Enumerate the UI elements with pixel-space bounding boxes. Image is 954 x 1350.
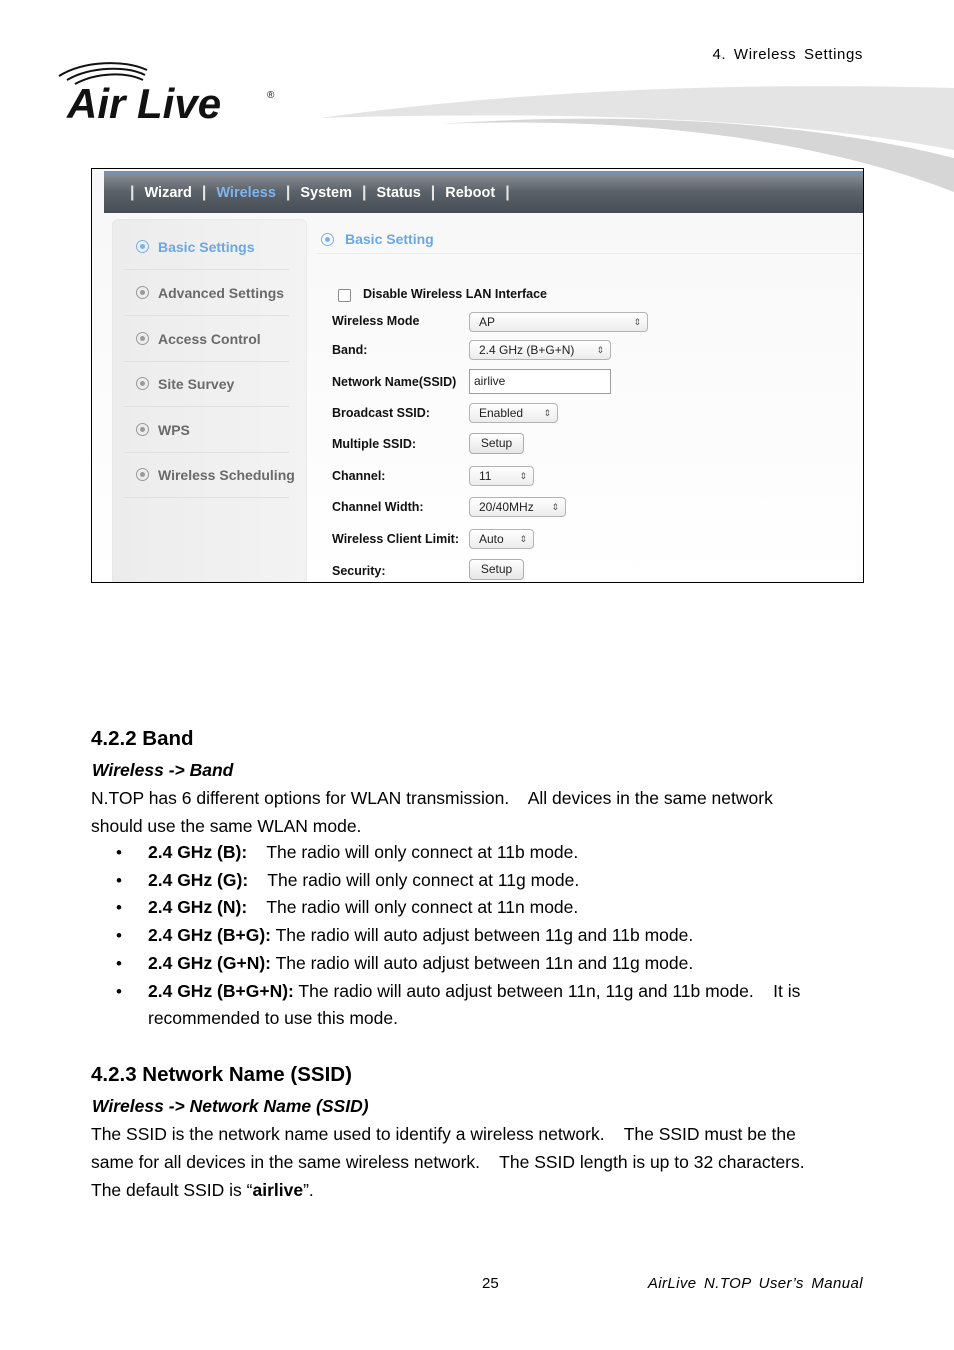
- bullet-icon: •: [116, 981, 122, 1001]
- sidebar-item-site-survey[interactable]: [124, 361, 289, 407]
- svg-text:Air Live: Air Live: [67, 80, 222, 124]
- nav-separator: |: [430, 184, 436, 201]
- radio-bullet-icon: [136, 240, 149, 253]
- client-limit-select[interactable]: [469, 529, 534, 549]
- sidebar-item-basic-settings[interactable]: [124, 224, 289, 270]
- ssid-default-prefix: The default SSID is “: [91, 1180, 253, 1200]
- select-value: 11: [479, 469, 492, 483]
- ssid-description-line: The SSID is the network name used to identify a wireless network. The SSID must be the: [91, 1124, 796, 1144]
- nav-separator: |: [201, 184, 207, 201]
- channel-label: Channel:: [332, 469, 386, 483]
- option-term: 2.4 GHz (B+G):: [148, 925, 272, 946]
- ssid-default-suffix: ”.: [303, 1180, 314, 1200]
- panel-title-icon: [321, 233, 334, 246]
- list-item: [91, 978, 881, 1033]
- panel-title: Basic Setting: [345, 231, 434, 247]
- option-term: 2.4 GHz (B):: [148, 842, 248, 862]
- option-text: The radio will only connect at 11b mode.: [266, 842, 579, 862]
- band-intro-line: should use the same WLAN mode.: [91, 816, 362, 836]
- option-term: 2.4 GHz (B+G+N):: [148, 980, 294, 1001]
- list-item: [91, 922, 881, 950]
- option-term: 2.4 GHz (G+N):: [148, 952, 272, 973]
- top-nav-bar: [104, 171, 864, 213]
- ssid-description: [91, 1120, 881, 1204]
- option-text: The radio will auto adjust between 11n, 11g and 11b mode. It is: [298, 980, 801, 1001]
- band-intro-line: N.TOP has 6 different options for WLAN transmission. All devices in the same network: [91, 788, 773, 808]
- ssid-description-line: same for all devices in the same wireless network. The SSID length is up to 32 characters.: [91, 1152, 805, 1172]
- updown-arrow-icon: ⇕: [596, 345, 604, 355]
- option-text: The radio will auto adjust between 11n and 11g mode.: [275, 952, 694, 973]
- channel-width-select[interactable]: [469, 497, 566, 517]
- sidebar-item-wps[interactable]: [124, 407, 289, 453]
- svg-text:®: ®: [267, 90, 275, 101]
- multiple-ssid-setup-button[interactable]: Setup: [469, 433, 524, 454]
- select-value: Auto: [479, 532, 504, 546]
- multiple-ssid-label: Multiple SSID:: [332, 437, 417, 451]
- band-heading: 4.2.2 Band: [91, 727, 194, 750]
- ssid-label: Network Name(SSID): [332, 375, 457, 389]
- sidebar-item-label: Access Control: [158, 330, 261, 347]
- list-item: [91, 894, 881, 922]
- broadcast-ssid-select[interactable]: [469, 403, 558, 423]
- disable-wlan-label: Disable Wireless LAN Interface: [363, 287, 547, 301]
- bullet-icon: •: [116, 870, 122, 890]
- security-setup-button[interactable]: Setup: [469, 559, 524, 580]
- bullet-icon: •: [116, 843, 122, 862]
- updown-arrow-icon: ⇕: [519, 471, 527, 481]
- nav-separator: |: [285, 184, 291, 201]
- radio-bullet-icon: [136, 377, 149, 390]
- sidebar-item-access-control[interactable]: [124, 316, 289, 362]
- broadcast-ssid-label: Broadcast SSID:: [332, 406, 430, 420]
- band-menu-path: Wireless -> Band: [92, 760, 234, 780]
- ssid-default-value: airlive: [252, 1180, 304, 1200]
- ssid-menu-path: Wireless -> Network Name (SSID): [92, 1096, 369, 1116]
- option-term: 2.4 GHz (N):: [148, 897, 248, 918]
- disable-wlan-checkbox[interactable]: [338, 289, 351, 302]
- band-options-list: [91, 839, 881, 1033]
- updown-arrow-icon: ⇕: [519, 534, 527, 544]
- nav-separator: |: [361, 184, 367, 201]
- radio-bullet-icon: [136, 468, 149, 481]
- band-intro: [91, 784, 881, 840]
- nav-wizard[interactable]: Wizard: [144, 185, 192, 201]
- airlive-logo: [55, 58, 280, 124]
- bullet-icon: •: [116, 953, 122, 973]
- sidebar-item-label: Advanced Settings: [158, 284, 285, 301]
- sidebar-item-label: Site Survey: [158, 375, 235, 392]
- nav-status[interactable]: Status: [376, 185, 421, 201]
- wireless-mode-label: Wireless Mode: [332, 314, 420, 328]
- ssid-input[interactable]: airlive: [469, 369, 611, 394]
- band-select[interactable]: [469, 340, 611, 360]
- panel-divider: [317, 253, 864, 254]
- sidebar-item-advanced-settings[interactable]: [124, 270, 289, 316]
- security-label: Security:: [332, 564, 386, 578]
- chapter-title: 4. Wireless Settings: [712, 46, 863, 63]
- bullet-icon: •: [116, 926, 122, 946]
- nav-reboot[interactable]: Reboot: [445, 185, 496, 201]
- band-label: Band:: [332, 343, 368, 357]
- list-item: [91, 950, 881, 978]
- sidebar-item-label: WPS: [158, 421, 190, 438]
- select-value: Enabled: [479, 406, 524, 420]
- radio-bullet-icon: [136, 332, 149, 345]
- nav-system[interactable]: System: [300, 185, 352, 201]
- updown-arrow-icon: ⇕: [551, 502, 559, 512]
- ssid-heading: 4.2.3 Network Name (SSID): [91, 1063, 352, 1086]
- option-text-continued: recommended to use this mode.: [148, 1008, 398, 1029]
- page-number: 25: [482, 1275, 499, 1292]
- radio-bullet-icon: [136, 423, 149, 436]
- nav-separator: |: [130, 184, 135, 201]
- option-term: 2.4 GHz (G):: [148, 869, 249, 890]
- select-value: AP: [479, 315, 496, 329]
- wireless-sidebar: [112, 219, 307, 583]
- select-value: 2.4 GHz (B+G+N): [479, 343, 575, 357]
- client-limit-label: Wireless Client Limit:: [332, 532, 459, 546]
- nav-separator: |: [505, 184, 510, 201]
- sidebar-item-label: Wireless Scheduling: [158, 466, 295, 483]
- option-text: The radio will only connect at 11n mode.: [266, 897, 579, 918]
- select-value: 20/40MHz: [479, 500, 534, 514]
- bullet-icon: •: [116, 898, 122, 918]
- ssid-default-line: [91, 1176, 881, 1204]
- list-item: [91, 867, 881, 895]
- router-ui-screenshot: [91, 168, 864, 583]
- sidebar-item-wireless-scheduling[interactable]: [124, 452, 295, 498]
- sidebar-item-label: Basic Settings: [158, 238, 255, 255]
- manual-title: AirLive N.TOP User’s Manual: [647, 1275, 863, 1292]
- channel-width-label: Channel Width:: [332, 500, 424, 514]
- option-text: The radio will auto adjust between 11g and 11b mode.: [275, 925, 694, 946]
- nav-wireless[interactable]: Wireless: [216, 185, 276, 201]
- channel-select[interactable]: [469, 466, 534, 486]
- updown-arrow-icon: ⇕: [633, 317, 641, 327]
- wireless-mode-select[interactable]: [469, 312, 648, 332]
- updown-arrow-icon: ⇕: [543, 408, 551, 418]
- radio-bullet-icon: [136, 286, 149, 299]
- list-item: [91, 839, 881, 867]
- option-text: The radio will only connect at 11g mode.: [267, 869, 580, 890]
